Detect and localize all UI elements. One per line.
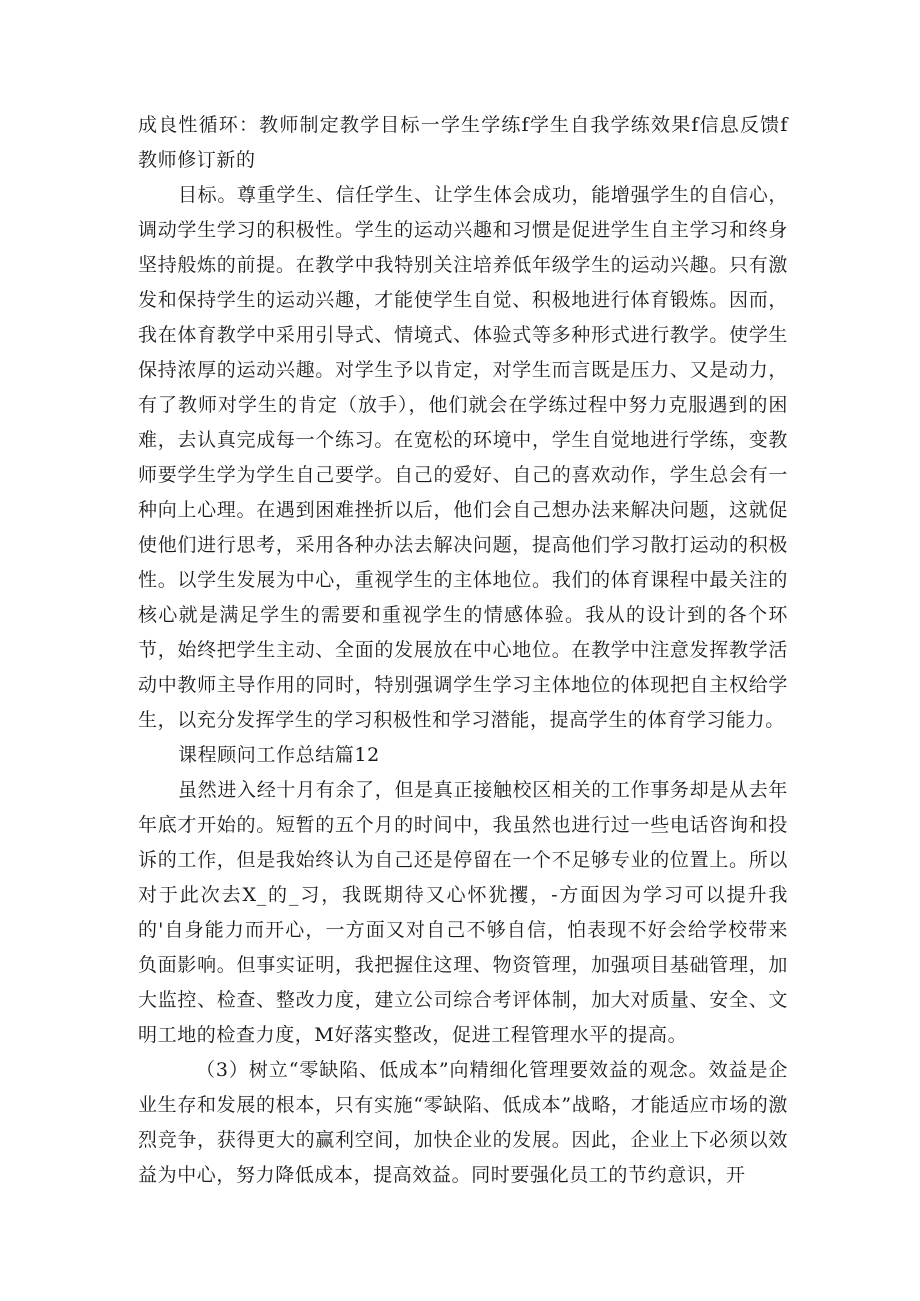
paragraph-zero-defect: （3）树立“零缺陷、低成本”向精细化管理要效益的观念。效益是企业生存和发展的根本，只有实施“零缺陷、低成本”战略，才能适应市场的激烈竞争，获得更大的赢利空间，加快企业的发展。因此，企业上下必须以效益为中心，努力降低成本，提高效益。同时要强化员工的节约意识，开 xyxy=(138,1059,788,1186)
document-page xyxy=(138,108,788,1193)
paragraph-teaching-goals: 目标。尊重学生、信任学生、让学生体会成功，能增强学生的自信心，调动学生学习的积极性。学生的运动兴趣和习惯是促进学生自主学习和终身坚持般炼的前提。在教学中我特别关注培养低年级学生的运动兴趣。只有激发和保持学生的运动兴趣，才能使学生自觉、积极地进行体育锻炼。因而，我在体育教学中采用引导式、情境式、体验式等多种形式进行教学。使学生保持浓厚的运动兴趣。对学生予以肯定，对学生而言既是压力、又是动力，有了教师对学生的肯定（放手），他们就会在学练过程中努力克服遇到的困难，去认真完成每一个练习。在宽松的环境中，学生自觉地进行学练，变教师要学生学为学生自己要学。自己的爱好、自己的喜欢动作，学生总会有一种向上心理。在遇到困难挫折以后，他们会自己想办法来解决问题，这就促使他们进行思考，采用各种办法去解决问题，提高他们学习散打运动的积极性。以学生发展为中心，重视学生的主体地位。我们的体育课程中最关注的核心就是满足学生的需要和重视学生的情感体验。我从的设计到的各个环节，始终把学生主动、全面的发展放在中心地位。在教学中注意发挥教学活动中教师主导作用的同时，特别强调学生学习主体地位的体现把自主权给学生，以充分发挥学生的学习积极性和学习潜能，提高学生的体育学习能力。 xyxy=(138,184,788,731)
section-heading: 课程顾问工作总结篇12 xyxy=(178,744,380,766)
paragraph-intro-continuation: 成良性循环：教师制定教学目标一学生学练f学生自我学练效果f信息反馈f教师修订新的 xyxy=(138,114,788,171)
paragraph-course-advisor: 虽然进入经十月有余了，但是真正接触校区相关的工作事务却是从去年年底才开始的。短暂的五个月的时间中，我虽然也进行过一些电话咨询和投诉的工作，但是我始终认为自己还是停留在一个不足够专业的位置上。所以对于此次去X_的_习，我既期待又心怀犹攫，-方面因为学习可以提升我的'自身能力而开心，一方面又对自己不够自信，怕表现不好会给学校带来负面影响。但事实证明，我把握住这理、物资管理，加强项目基础管理，加大监控、检查、整改力度，建立公司综合考评体制，加大对质量、安全、文明工地的检查力度，M好落实整改，促进工程管理水平的提高。 xyxy=(138,779,788,1046)
